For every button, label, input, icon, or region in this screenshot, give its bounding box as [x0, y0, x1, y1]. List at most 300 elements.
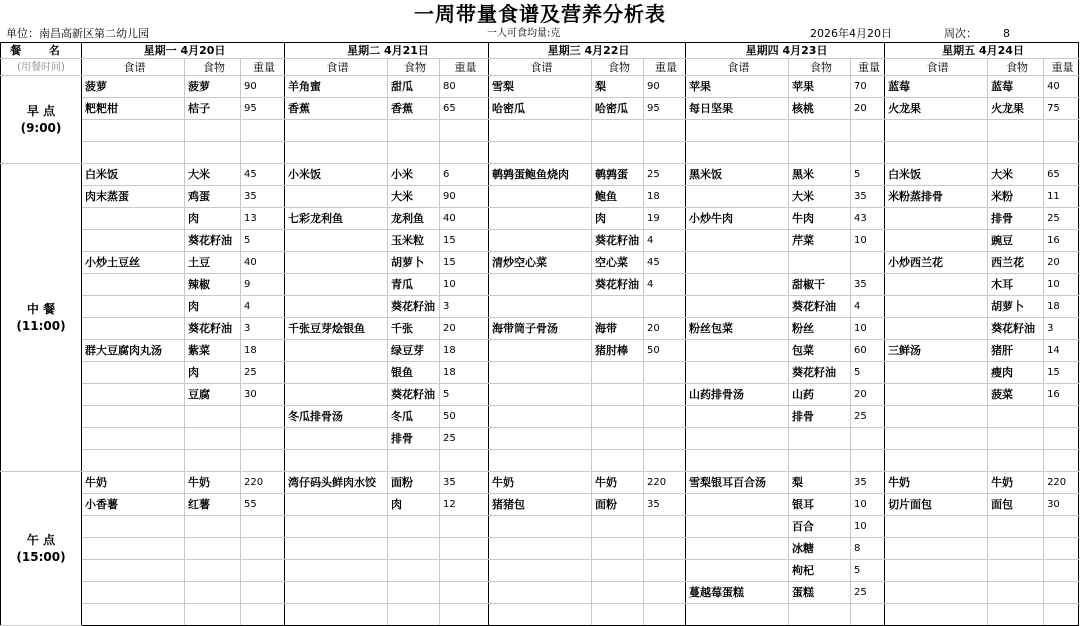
food-cell: 排骨 [388, 428, 440, 450]
dish-cell [686, 560, 789, 582]
food-cell [988, 450, 1044, 472]
dish-cell: 苹果 [686, 76, 789, 98]
weight-cell [241, 516, 285, 538]
weight-cell: 220 [241, 472, 285, 494]
dish-cell: 湾仔码头鲜肉水饺 [285, 472, 388, 494]
weight-cell [1044, 142, 1079, 164]
sub-column-header: 重量 [851, 59, 885, 76]
food-cell: 大米 [388, 186, 440, 208]
weight-cell [440, 516, 489, 538]
sub-column-header: 食物 [388, 59, 440, 76]
food-cell: 海带 [592, 318, 644, 340]
weight-cell: 20 [851, 384, 885, 406]
day-header: 星期五 4月24日 [885, 43, 1079, 59]
dish-cell [82, 384, 185, 406]
meal-time: (11:00) [16, 318, 66, 333]
dish-cell [885, 406, 988, 428]
food-cell: 鲍鱼 [592, 186, 644, 208]
dish-cell: 米粉蒸排骨 [885, 186, 988, 208]
meal-column-label: 餐 名 [10, 44, 72, 57]
food-cell: 葵花籽油 [185, 318, 241, 340]
weight-cell: 18 [440, 340, 489, 362]
weight-cell: 13 [241, 208, 285, 230]
table-row [1, 120, 1079, 142]
food-cell: 千张 [388, 318, 440, 340]
food-cell: 香蕉 [388, 98, 440, 120]
food-cell [789, 120, 851, 142]
food-cell [388, 142, 440, 164]
weight-cell: 10 [851, 318, 885, 340]
table-row [1, 340, 1079, 362]
meal-name: 早 点 [26, 103, 56, 118]
weight-cell [241, 450, 285, 472]
weight-cell [644, 428, 686, 450]
food-cell: 枸杞 [789, 560, 851, 582]
dish-cell [82, 274, 185, 296]
weight-cell: 95 [241, 98, 285, 120]
weight-cell: 65 [440, 98, 489, 120]
table-row [1, 208, 1079, 230]
weight-cell: 50 [440, 406, 489, 428]
sheet-title: 一周带量食谱及营养分析表 [414, 2, 666, 26]
food-cell [388, 582, 440, 604]
weight-cell: 10 [851, 516, 885, 538]
menu-table [0, 42, 1079, 626]
food-cell: 核桃 [789, 98, 851, 120]
food-cell: 瘦肉 [988, 362, 1044, 384]
dish-cell: 小香薯 [82, 494, 185, 516]
food-cell [592, 450, 644, 472]
weight-cell: 35 [440, 472, 489, 494]
weight-cell [440, 450, 489, 472]
dish-cell [489, 230, 592, 252]
dish-cell [885, 296, 988, 318]
meal-label [1, 164, 82, 472]
table-row [1, 274, 1079, 296]
day-header: 星期三 4月22日 [489, 43, 686, 59]
dish-cell [285, 340, 388, 362]
weight-cell [1044, 406, 1079, 428]
weight-cell: 35 [241, 186, 285, 208]
dish-cell [885, 142, 988, 164]
dish-cell [489, 120, 592, 142]
dish-cell [82, 560, 185, 582]
meal-name: 午 点 [26, 532, 56, 547]
weight-cell: 5 [241, 230, 285, 252]
weight-cell [1044, 604, 1079, 626]
table-row [1, 186, 1079, 208]
dish-cell [686, 428, 789, 450]
food-cell [592, 428, 644, 450]
food-cell: 菠萝 [185, 76, 241, 98]
weight-cell [851, 252, 885, 274]
weight-cell: 30 [1044, 494, 1079, 516]
dish-cell: 小炒西兰花 [885, 252, 988, 274]
food-cell: 肉 [592, 208, 644, 230]
dish-cell: 小米饭 [285, 164, 388, 186]
weight-cell: 55 [241, 494, 285, 516]
weight-cell: 10 [440, 274, 489, 296]
dish-cell: 七彩龙利鱼 [285, 208, 388, 230]
weight-cell [440, 142, 489, 164]
food-cell: 葵花籽油 [388, 296, 440, 318]
meal-name: 中 餐 [26, 301, 56, 316]
food-cell [185, 560, 241, 582]
weight-cell: 3 [1044, 318, 1079, 340]
dish-cell: 羊角蜜 [285, 76, 388, 98]
dish-cell [686, 406, 789, 428]
weight-cell: 6 [440, 164, 489, 186]
table-row [1, 582, 1079, 604]
dish-cell [489, 560, 592, 582]
weight-cell [644, 560, 686, 582]
weight-cell: 16 [1044, 384, 1079, 406]
table-row [1, 494, 1079, 516]
dish-cell [285, 230, 388, 252]
food-cell: 紫菜 [185, 340, 241, 362]
food-cell: 肉 [185, 296, 241, 318]
date-label: 2026年4月20日 [810, 27, 892, 40]
weight-cell: 50 [644, 340, 686, 362]
dish-cell: 菠萝 [82, 76, 185, 98]
food-cell: 牛奶 [592, 472, 644, 494]
dish-cell [489, 516, 592, 538]
dish-cell [82, 362, 185, 384]
dish-cell [82, 516, 185, 538]
weight-cell [1044, 516, 1079, 538]
sub-column-header: 食谱 [489, 59, 592, 76]
weight-cell [644, 582, 686, 604]
weight-cell: 15 [440, 252, 489, 274]
food-cell [789, 450, 851, 472]
dish-cell [489, 428, 592, 450]
weight-cell: 8 [851, 538, 885, 560]
weight-cell: 19 [644, 208, 686, 230]
food-cell [388, 516, 440, 538]
food-cell: 梨 [789, 472, 851, 494]
weight-cell [440, 538, 489, 560]
food-cell: 葵花籽油 [388, 384, 440, 406]
dish-cell [686, 450, 789, 472]
dish-cell: 火龙果 [885, 98, 988, 120]
food-cell: 芹菜 [789, 230, 851, 252]
dish-cell [885, 362, 988, 384]
weight-cell: 20 [644, 318, 686, 340]
weight-cell: 25 [851, 582, 885, 604]
meal-label [1, 76, 82, 164]
weight-cell [440, 120, 489, 142]
dish-cell [82, 450, 185, 472]
dish-cell [885, 230, 988, 252]
dish-cell: 粉丝包菜 [686, 318, 789, 340]
weight-cell: 25 [241, 362, 285, 384]
dish-cell [489, 604, 592, 626]
food-cell: 空心菜 [592, 252, 644, 274]
dish-cell [489, 362, 592, 384]
day-header: 星期二 4月21日 [285, 43, 489, 59]
weight-cell [1044, 582, 1079, 604]
dish-cell [285, 296, 388, 318]
food-cell [388, 450, 440, 472]
food-cell: 鹌鹑蛋 [592, 164, 644, 186]
weight-cell: 4 [644, 274, 686, 296]
dish-cell [885, 274, 988, 296]
dish-cell [82, 230, 185, 252]
food-cell: 胡萝卜 [988, 296, 1044, 318]
weight-cell [241, 428, 285, 450]
weight-cell [644, 450, 686, 472]
weight-cell: 11 [1044, 186, 1079, 208]
weight-cell [241, 142, 285, 164]
weight-cell: 40 [1044, 76, 1079, 98]
weight-cell: 20 [440, 318, 489, 340]
weight-cell: 40 [241, 252, 285, 274]
food-cell: 大米 [789, 186, 851, 208]
food-cell: 粉丝 [789, 318, 851, 340]
food-cell: 火龙果 [988, 98, 1044, 120]
food-cell: 红薯 [185, 494, 241, 516]
food-cell [592, 142, 644, 164]
weight-cell: 25 [440, 428, 489, 450]
weight-cell [644, 516, 686, 538]
dish-cell: 牛奶 [82, 472, 185, 494]
food-cell [388, 120, 440, 142]
weight-cell: 4 [644, 230, 686, 252]
dish-cell [686, 274, 789, 296]
dish-cell [82, 538, 185, 560]
dish-cell [885, 582, 988, 604]
dish-cell [489, 406, 592, 428]
dish-cell [686, 538, 789, 560]
weight-cell [241, 604, 285, 626]
dish-cell [885, 604, 988, 626]
table-row [1, 296, 1079, 318]
food-cell [592, 538, 644, 560]
dish-cell: 肉末蒸蛋 [82, 186, 185, 208]
food-cell [592, 362, 644, 384]
food-cell: 哈密瓜 [592, 98, 644, 120]
weight-cell: 25 [644, 164, 686, 186]
food-cell: 山药 [789, 384, 851, 406]
food-cell [988, 406, 1044, 428]
food-cell [592, 582, 644, 604]
weight-cell: 5 [851, 362, 885, 384]
food-cell: 蓝莓 [988, 76, 1044, 98]
unit-label: 单位：南昌高新区第二幼儿园 [6, 27, 149, 40]
weight-cell [440, 582, 489, 604]
weight-cell: 18 [1044, 296, 1079, 318]
dish-cell: 三鲜汤 [885, 340, 988, 362]
food-cell: 排骨 [988, 208, 1044, 230]
weight-cell: 220 [1044, 472, 1079, 494]
table-row [1, 362, 1079, 384]
food-cell: 排骨 [789, 406, 851, 428]
food-cell: 鸡蛋 [185, 186, 241, 208]
sub-column-header: 食谱 [686, 59, 789, 76]
weight-cell: 15 [1044, 362, 1079, 384]
dish-cell [686, 516, 789, 538]
food-cell: 猪肘棒 [592, 340, 644, 362]
weight-cell: 75 [1044, 98, 1079, 120]
dish-cell: 每日坚果 [686, 98, 789, 120]
sub-column-header: 食物 [789, 59, 851, 76]
dish-cell [686, 186, 789, 208]
meal-time: (15:00) [16, 549, 66, 564]
sub-column-header: 重量 [440, 59, 489, 76]
dish-cell [285, 450, 388, 472]
dish-cell [82, 318, 185, 340]
weight-cell [241, 406, 285, 428]
weight-cell: 65 [1044, 164, 1079, 186]
dish-cell [686, 296, 789, 318]
food-cell: 苹果 [789, 76, 851, 98]
weight-cell [644, 362, 686, 384]
dish-cell [686, 230, 789, 252]
sub-column-header: 食物 [592, 59, 644, 76]
food-cell: 龙利鱼 [388, 208, 440, 230]
food-cell: 梨 [592, 76, 644, 98]
weight-cell: 45 [644, 252, 686, 274]
weight-cell [241, 120, 285, 142]
table-row [1, 164, 1079, 186]
dish-cell [686, 252, 789, 274]
food-cell: 牛奶 [988, 472, 1044, 494]
weight-cell: 25 [1044, 208, 1079, 230]
food-cell: 甜瓜 [388, 76, 440, 98]
week-number: 8 [1003, 27, 1010, 40]
food-cell: 米粉 [988, 186, 1044, 208]
dish-cell [489, 582, 592, 604]
food-cell: 面粉 [388, 472, 440, 494]
food-cell: 百合 [789, 516, 851, 538]
weight-cell [644, 384, 686, 406]
food-cell: 肉 [185, 362, 241, 384]
food-cell: 大米 [988, 164, 1044, 186]
dish-cell [885, 384, 988, 406]
weight-cell: 35 [644, 494, 686, 516]
food-cell [592, 406, 644, 428]
weight-cell [241, 560, 285, 582]
food-cell: 黑米 [789, 164, 851, 186]
dish-cell [489, 450, 592, 472]
sub-column-header: 食物 [988, 59, 1044, 76]
weight-cell: 18 [241, 340, 285, 362]
dish-cell: 猪猪包 [489, 494, 592, 516]
sub-column-header: 食物 [185, 59, 241, 76]
weight-cell: 35 [851, 274, 885, 296]
dish-cell [489, 142, 592, 164]
food-cell: 葵花籽油 [988, 318, 1044, 340]
weight-cell [644, 296, 686, 318]
dish-cell [885, 318, 988, 340]
weight-cell [1044, 560, 1079, 582]
weight-cell [1044, 538, 1079, 560]
food-cell: 牛肉 [789, 208, 851, 230]
weight-cell [241, 538, 285, 560]
dish-cell: 黑米饭 [686, 164, 789, 186]
weight-cell: 25 [851, 406, 885, 428]
food-cell [988, 428, 1044, 450]
weight-cell: 4 [851, 296, 885, 318]
day-header: 星期一 4月20日 [82, 43, 285, 59]
dish-cell [285, 604, 388, 626]
food-cell [185, 142, 241, 164]
table-row [1, 98, 1079, 120]
weight-cell [851, 142, 885, 164]
dish-cell: 白米饭 [82, 164, 185, 186]
dish-cell [686, 494, 789, 516]
dish-cell [82, 428, 185, 450]
dish-cell: 切片面包 [885, 494, 988, 516]
weight-cell [644, 142, 686, 164]
weight-cell [851, 120, 885, 142]
week-label: 周次： [944, 27, 977, 40]
weight-cell [1044, 450, 1079, 472]
dish-cell: 雪梨银耳百合汤 [686, 472, 789, 494]
food-cell [988, 120, 1044, 142]
weight-cell: 40 [440, 208, 489, 230]
dish-cell [82, 582, 185, 604]
table-row [1, 384, 1079, 406]
weight-cell: 15 [440, 230, 489, 252]
weight-cell: 10 [851, 494, 885, 516]
food-cell: 菠菜 [988, 384, 1044, 406]
food-cell [988, 560, 1044, 582]
food-cell: 银鱼 [388, 362, 440, 384]
food-cell [789, 428, 851, 450]
food-cell [592, 516, 644, 538]
weight-cell: 90 [241, 76, 285, 98]
table-row [1, 230, 1079, 252]
meal-column-header [1, 43, 82, 59]
dish-cell [885, 208, 988, 230]
dish-cell [285, 538, 388, 560]
food-cell [789, 142, 851, 164]
weight-cell: 16 [1044, 230, 1079, 252]
weight-cell: 14 [1044, 340, 1079, 362]
dish-cell: 清炒空心菜 [489, 252, 592, 274]
weight-cell [851, 604, 885, 626]
weight-cell: 5 [851, 560, 885, 582]
dish-cell: 蔓越莓蛋糕 [686, 582, 789, 604]
dish-cell [82, 208, 185, 230]
day-header: 星期四 4月23日 [686, 43, 885, 59]
food-cell [388, 604, 440, 626]
sub-column-header: 重量 [241, 59, 285, 76]
weight-cell: 35 [851, 186, 885, 208]
dish-cell [285, 186, 388, 208]
food-cell: 牛奶 [185, 472, 241, 494]
food-cell [988, 142, 1044, 164]
dish-cell: 鹌鹑蛋鲍鱼烧肉 [489, 164, 592, 186]
weight-cell [644, 406, 686, 428]
weight-cell: 60 [851, 340, 885, 362]
food-cell [185, 582, 241, 604]
food-cell: 肉 [388, 494, 440, 516]
dish-cell: 蓝莓 [885, 76, 988, 98]
weight-cell: 90 [644, 76, 686, 98]
food-cell: 大米 [185, 164, 241, 186]
food-cell: 冬瓜 [388, 406, 440, 428]
meal-time-label: (用餐时间) [17, 62, 65, 73]
dish-cell: 雪梨 [489, 76, 592, 98]
dish-cell [686, 142, 789, 164]
food-cell [789, 252, 851, 274]
food-cell [592, 296, 644, 318]
food-cell [789, 604, 851, 626]
dish-cell [285, 362, 388, 384]
table-row [1, 450, 1079, 472]
